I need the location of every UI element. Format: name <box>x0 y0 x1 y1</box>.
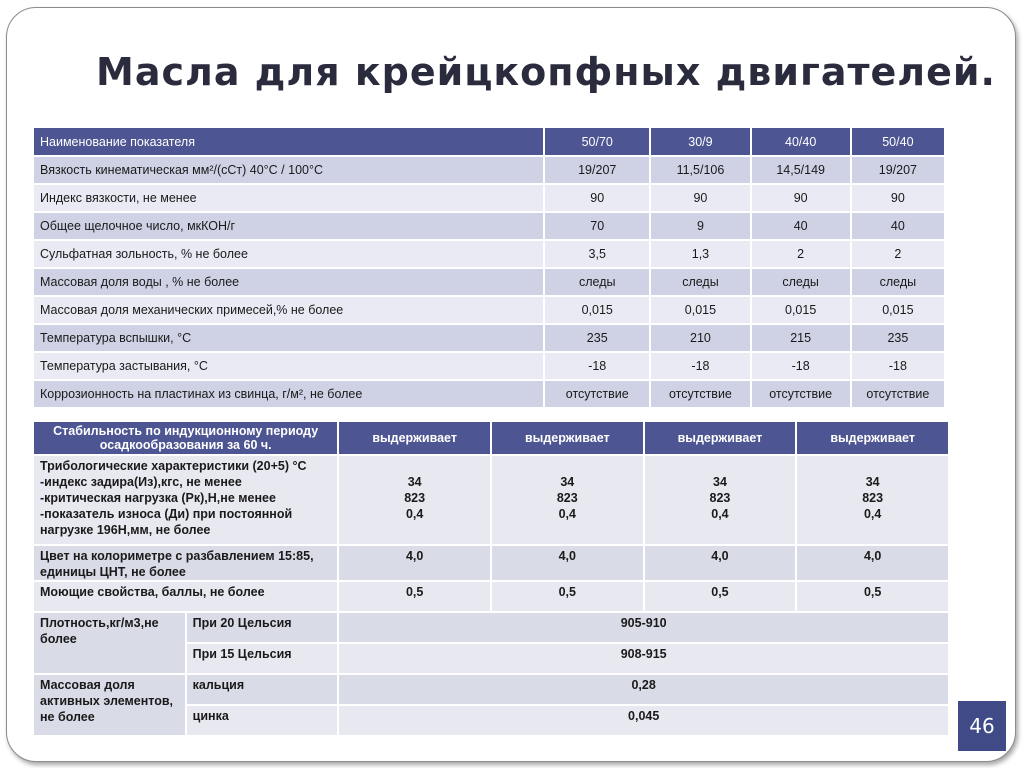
table-cell: 0,5 <box>492 582 643 611</box>
header-cell: выдерживает <box>339 422 490 454</box>
table-cell: 905-910 <box>339 613 948 642</box>
table-cell: 40 <box>752 213 850 239</box>
table-header-row <box>34 422 948 454</box>
row-label: Сульфатная зольность, % не более <box>34 241 543 267</box>
row-label: Вязкость кинематическая мм²/(сСт) 40°С / 100°С <box>34 157 543 183</box>
table-row <box>34 582 948 611</box>
table-cell: 90 <box>752 185 850 211</box>
table-cell: отсутствие <box>752 381 850 407</box>
header-cell: Стабильность по индукционному периоду осадкообразования за 60 ч. <box>34 422 337 454</box>
table-cell: -18 <box>651 353 749 379</box>
table-cell: 4,0 <box>797 546 948 580</box>
row-label: Трибологические характеристики (20+5) °С -индекс задира(Из),кгс, не менее -критическая нагрузка (Рк),Н,не менее -показатель износа (Ди) при постоянной нагрузке 196Н,мм, не более <box>34 456 337 544</box>
row-sublabel: При 20 Цельсия <box>187 613 338 642</box>
table-row <box>34 613 948 642</box>
header-cell: 50/40 <box>852 128 944 155</box>
table-cell: следы <box>752 269 850 295</box>
table-cell: 0,5 <box>645 582 796 611</box>
table-cell: 908-915 <box>339 644 948 673</box>
row-label: Температура застывания, °С <box>34 353 543 379</box>
table-cell: 0,5 <box>339 582 490 611</box>
row-label: Массовая доля механических примесей,% не более <box>34 297 543 323</box>
table-cell: 0,015 <box>651 297 749 323</box>
row-label: Коррозионность на пластинах из свинца, г/м², не более <box>34 381 543 407</box>
table-cell: 19/207 <box>545 157 649 183</box>
table-cell: 9 <box>651 213 749 239</box>
table-row <box>34 325 944 351</box>
table-cell: 34 823 0,4 <box>645 456 796 544</box>
row-label: Моющие свойства, баллы, не более <box>34 582 337 611</box>
table-cell: 215 <box>752 325 850 351</box>
table-cell: следы <box>852 269 944 295</box>
table-cell: 0,015 <box>752 297 850 323</box>
table-cell: 34 823 0,4 <box>492 456 643 544</box>
table-cell: 4,0 <box>492 546 643 580</box>
row-label: Массовая доля активных элементов, не более <box>34 675 185 735</box>
row-label: Цвет на колориметре с разбавлением 15:85, единицы ЦНТ, не более <box>34 546 337 580</box>
table-row <box>34 297 944 323</box>
table-cell: 34 823 0,4 <box>797 456 948 544</box>
row-sublabel: кальция <box>187 675 338 704</box>
row-label: Плотность,кг/м3,не более <box>34 613 185 673</box>
table-cell: следы <box>545 269 649 295</box>
table-cell: 0,5 <box>797 582 948 611</box>
table-row <box>34 157 944 183</box>
slide-title: Масла для крейцкопфных двигателей. <box>96 50 996 94</box>
table-cell: -18 <box>852 353 944 379</box>
table-cell: 11,5/106 <box>651 157 749 183</box>
properties-table <box>32 126 946 409</box>
table-row <box>34 269 944 295</box>
table-cell: 235 <box>545 325 649 351</box>
table-cell: 235 <box>852 325 944 351</box>
table-cell: отсутствие <box>651 381 749 407</box>
row-sublabel: цинка <box>187 706 338 735</box>
header-cell: выдерживает <box>492 422 643 454</box>
table-cell: 90 <box>545 185 649 211</box>
table-row <box>34 241 944 267</box>
table-cell: 3,5 <box>545 241 649 267</box>
table-cell: 2 <box>852 241 944 267</box>
header-cell: 30/9 <box>651 128 749 155</box>
table-cell: 0,015 <box>545 297 649 323</box>
table-cell: 0,045 <box>339 706 948 735</box>
properties-table-2 <box>32 420 950 737</box>
table-row <box>34 185 944 211</box>
header-cell: Наименование показателя <box>34 128 543 155</box>
header-cell: 40/40 <box>752 128 850 155</box>
table-cell: 34 823 0,4 <box>339 456 490 544</box>
row-label: Общее щелочное число, мкКОН/г <box>34 213 543 239</box>
table-cell: 0,015 <box>852 297 944 323</box>
table-row <box>34 546 948 580</box>
table-cell: 1,3 <box>651 241 749 267</box>
table-cell: отсутствие <box>852 381 944 407</box>
table-header-row <box>34 128 944 155</box>
table-cell: 210 <box>651 325 749 351</box>
table-cell: 19/207 <box>852 157 944 183</box>
table-row <box>34 456 948 544</box>
table-row <box>34 675 948 704</box>
header-cell: выдерживает <box>645 422 796 454</box>
table-cell: 4,0 <box>645 546 796 580</box>
table-row <box>34 213 944 239</box>
table-cell: 4,0 <box>339 546 490 580</box>
table-cell: 0,28 <box>339 675 948 704</box>
table-row <box>34 381 944 407</box>
table-cell: -18 <box>752 353 850 379</box>
row-sublabel: При 15 Цельсия <box>187 644 338 673</box>
table-cell: 70 <box>545 213 649 239</box>
row-label: Температура вспышки, °С <box>34 325 543 351</box>
page-number-badge: 46 <box>958 701 1006 751</box>
table-cell: 2 <box>752 241 850 267</box>
header-cell: выдерживает <box>797 422 948 454</box>
table-cell: следы <box>651 269 749 295</box>
table-row <box>34 353 944 379</box>
table-cell: 90 <box>651 185 749 211</box>
header-cell: 50/70 <box>545 128 649 155</box>
table-cell: 14,5/149 <box>752 157 850 183</box>
row-label: Индекс вязкости, не менее <box>34 185 543 211</box>
table-cell: 40 <box>852 213 944 239</box>
table-cell: 90 <box>852 185 944 211</box>
table-cell: отсутствие <box>545 381 649 407</box>
table-cell: -18 <box>545 353 649 379</box>
row-label: Массовая доля воды , % не более <box>34 269 543 295</box>
